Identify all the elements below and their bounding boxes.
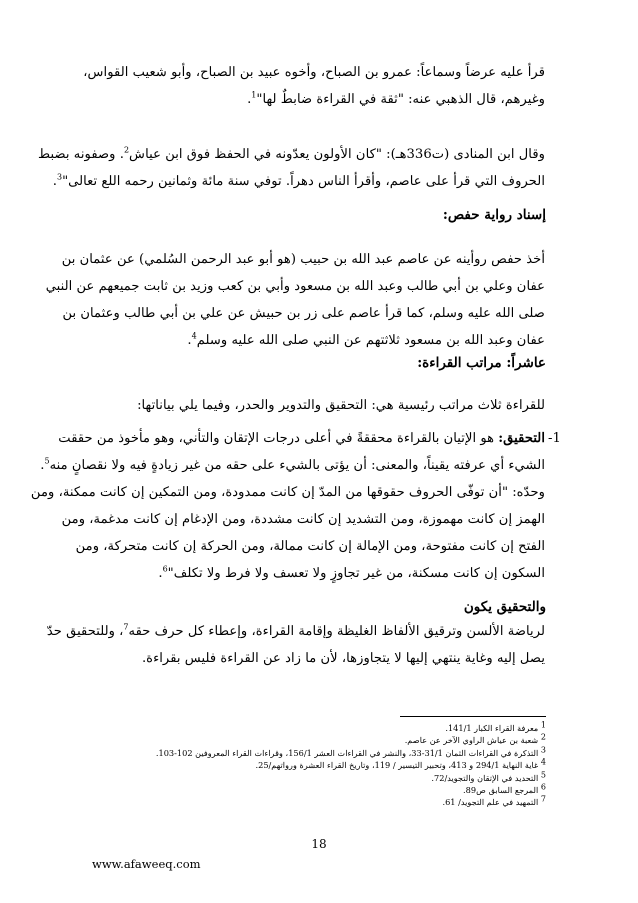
- page-number: 18: [311, 837, 327, 851]
- footnote-number: 2: [540, 732, 546, 742]
- text-line: الهمز إن كانت مهموزة، ومن التشديد إن كانت مشددة، ومن الإدغام إن كانت مدغمة، ومن: [61, 512, 545, 527]
- footnote-ref: 2: [123, 145, 130, 155]
- text-line: [46, 618, 545, 645]
- footnote-ref: 1: [251, 90, 257, 100]
- term-label: التحقيق:: [498, 431, 545, 446]
- footnote-text: التذكرة في القراءات الثمان 31/1-33، والنشر في القراءات العشر 156/1، وقراءات القراء المعروفين 102-103.: [155, 747, 541, 758]
- footnote: [140, 734, 546, 746]
- text-span: لرياضة الألسن وترقيق الألفاظ الغليظة وإقامة القراءة، وإعطاء كل حرف حقه: [128, 624, 545, 639]
- website-url: www.afaweeq.com: [92, 857, 201, 871]
- footnote-ref: 7: [123, 622, 129, 632]
- footnote: [140, 759, 546, 771]
- footnote: [140, 784, 546, 796]
- footnote-number: 1: [540, 720, 546, 730]
- text-line: [90, 327, 545, 354]
- paragraph-tahqiq-purpose: [46, 618, 545, 672]
- text-line: [37, 141, 545, 168]
- footnote-divider: [400, 716, 546, 717]
- text-span: .: [187, 333, 192, 348]
- text-line: يصل إليه وغاية ينتهي إليها لا يتجاوزها، لأن ما زاد عن القراءة فليس بقراءة.: [141, 651, 545, 666]
- text-line: صلى الله عليه وسلم، كما قرأ عاصم على زر بن حبيش عن علي بن أبي طالب وعثمان بن: [62, 306, 545, 321]
- text-line: أخذ حفص روأينه عن عاصم عبد الله بن حبيب (هو أبو عبد الرحمن السُلمي) عن عثمان بن: [61, 252, 545, 267]
- section-heading: عاشراً: مراتب القراءة:: [417, 355, 546, 371]
- text-span: عفان وعبد الله بن مسعود ثلاثتهم عن النبي صلى الله عليه وسلم: [196, 333, 545, 348]
- footnotes: [140, 722, 546, 809]
- text-line: وحدّه: "أن توفّى الحروف حقوقها من المدّ إن كانت ممدودة، ومن التمكين إن كانت ممكنة، ومن: [30, 485, 545, 500]
- footnote: [140, 769, 546, 784]
- footnote-text: التمهيد في علم التجويد/ 61.: [442, 797, 541, 808]
- footnote-number: 6: [540, 782, 546, 792]
- text-span: الحروف التي قرأ على عاصم، وأقرأ الناس دهراً. توفي سنة مائة وثمانين رحمه اللع تعالى": [62, 174, 545, 189]
- text-line: قرأ عليه عرضاً وسماعاً: عمرو بن الصباح، وأخوه عبيد بن الصباح، وأبو شعيب القواس،: [83, 65, 545, 80]
- footnote-text: شعبة بن عياش الراوي الآخر عن عاصم.: [404, 735, 541, 746]
- text-span: .: [247, 92, 252, 107]
- paragraph-isnad: [45, 246, 545, 354]
- footnote-text: معرفة القراء الكبار 141/1.: [445, 723, 541, 733]
- text-line: [90, 560, 545, 587]
- footnote-number: 4: [540, 757, 546, 767]
- footnote-ref: 3: [56, 172, 63, 182]
- footnote-number: 3: [540, 745, 546, 755]
- footnote: [140, 747, 546, 759]
- list-number: 1-: [548, 431, 561, 446]
- footnote: [140, 722, 546, 734]
- text-line: عفان وعلي بن أبي طالب وعبد الله بن مسعود وأبي بن كعب وزيد بن ثابت جميعهم عن النبي: [45, 279, 545, 294]
- text-span: هو الإتيان بالقراءة محققةً في أعلى درجات الإتقان والتأني، وهو مأخوذ من حققت: [58, 431, 499, 446]
- text-line: [58, 425, 545, 452]
- text-span: .: [52, 174, 57, 189]
- text-span: . وصفونه بضبط: [37, 147, 124, 162]
- footnote-ref: 5: [44, 456, 50, 466]
- text-line: الفتح إن كانت مفتوحة، ومن الإمالة إن كانت ممالة، ومن الحركة إن كانت متحركة، ومن: [75, 539, 545, 554]
- text-span: وقال ابن المنادى (ت336هـ): "كان الأولون يعدّونه في الحفظ فوق ابن عياش: [129, 147, 545, 162]
- text-line: [40, 452, 545, 479]
- text-span: السكون إن كانت مسكنة، من غير تجاوزٍ ولا تعسف ولا فرط ولا تكلف": [167, 566, 545, 581]
- footnote: [140, 796, 546, 808]
- footnote-number: 5: [540, 769, 546, 779]
- text-span: ، وللتحقيق حدّ: [46, 624, 124, 639]
- text-span: .: [40, 458, 45, 473]
- footnote-ref: 6: [162, 564, 168, 574]
- paragraph-readers: [83, 59, 545, 113]
- text-span: الشيء أي عرفته يقيناً، والمعنى: أن يؤتى بالشيء على حقه من غير زيادةٍ فيه ولا نقصانٍ منه: [49, 458, 545, 473]
- section-heading: إسناد رواية حفص:: [442, 207, 546, 223]
- list-item-tahqiq: [30, 425, 545, 587]
- paragraph-ibn-almunadi: [37, 141, 545, 195]
- section-heading: والتحقيق يكون: [463, 599, 546, 615]
- footnote-text: التحديد في الإتقان والتجويد/72.: [431, 772, 541, 783]
- paragraph-ranks: [90, 392, 545, 419]
- text-line: [52, 168, 545, 195]
- footnote-text: المرجع السابق ص89.: [463, 784, 541, 795]
- footnote-text: غاية النهاية 294/1 و 413، وتحبير التيسير / 119، وتاريخ القراء العشرة ورواتهم/25.: [255, 760, 541, 771]
- footnote-number: 7: [540, 794, 546, 804]
- text-line: للقراءة ثلاث مراتب رئيسية هي: التحقيق والتدوير والحدر، وفيما يلي بياناتها:: [137, 398, 545, 413]
- text-span: .: [158, 566, 163, 581]
- footnote-ref: 4: [191, 331, 197, 341]
- text-span: وغيرهم، قال الذهبي عنه: "ثقة في القراءة ضابطٌ لها": [256, 92, 545, 107]
- text-line: [90, 86, 545, 113]
